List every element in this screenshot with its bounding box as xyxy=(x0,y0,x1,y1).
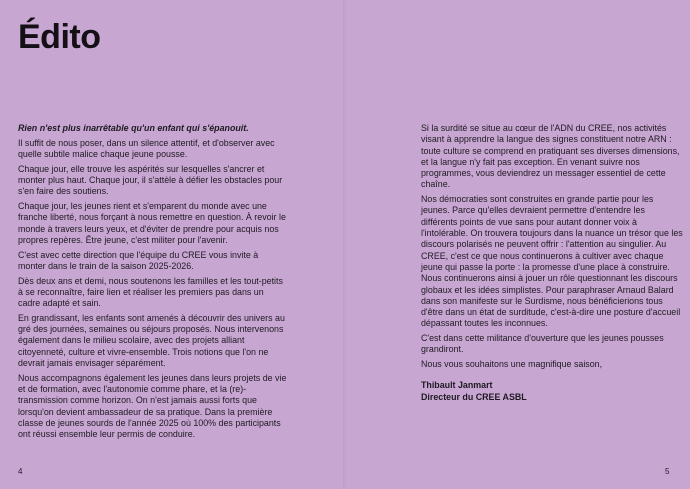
paragraph: Nous accompagnons également les jeunes dans leurs projets de vie et de formation, avec l'autonomie comme phare, et la (re)-transmission comme horizon. On n'est jamais aussi forts que lorsqu'on devient ambassadeur de sa pratique. Dans la première classe de jeunes sourds de l'année 2025 où 100% des participants ont réussi ensemble leur permis de conduire. xyxy=(18,372,287,440)
page-number: 4 xyxy=(18,467,23,476)
right-text-column xyxy=(421,123,683,403)
signature xyxy=(421,380,683,403)
signature-title: Directeur du CREE ASBL xyxy=(421,391,527,402)
paragraph: Dès deux ans et demi, nous soutenons les familles et les tout-petits à se reconnaître, faire lien et réaliser les premiers pas dans un cadre adapté et sain. xyxy=(18,275,283,309)
left-text-column xyxy=(18,123,288,444)
paragraph: Chaque jour, les jeunes rient et s'emparent du monde avec une franche liberté, nous forçant à nous remettre en question. À revoir le monde à travers leurs yeux, et d'éviter de prendre pour acquis nos propres repères. Être jeune, c'est militer pour l'avenir. xyxy=(18,200,286,245)
paragraph: C'est dans cette militance d'ouverture que les jeunes pousses grandiront. xyxy=(421,333,664,355)
signature-name: Thibault Janmart xyxy=(421,380,493,391)
paragraph: Nous vous souhaitons une magnifique saison, xyxy=(421,359,603,370)
paragraph: En grandissant, les enfants sont amenés à découvrir des univers au gré des journées, semaines ou séjours proposés. Nous intervenons également dans le milieu scolaire, avec des projets alliant citoyenneté, culture et vivre-ensemble. Trois notions que l'on ne devrait jamais envisager séparément. xyxy=(18,312,285,368)
page-title: Édito xyxy=(18,18,101,56)
right-page xyxy=(345,0,690,489)
lead-sentence: Rien n'est plus inarrêtable qu'un enfant qui s'épanouit. xyxy=(18,123,249,133)
paragraph: Chaque jour, elle trouve les aspérités sur lesquelles s'ancrer et monter plus haut. Chaque jour, il s'attèle à défier les obstacles pour s'en faire des soutiens. xyxy=(18,163,283,197)
paragraph: Nos démocraties sont construites en grande partie pour les jeunes. Parce qu'elles devraient permettre d'entendre les différents points de vue sans pour autant donner voix à l'intolérable. On trouvera toujours dans la nuance un trésor que les discours polarisés ne peuvent offrir : l'attention au singulier. Au CREE, c'est ce que nous continuerons à cultiver avec chaque jeune qui passe la porte : la promesse d'une place à construire. Nous continuerons ainsi à jouer un rôle questionnant les discours globaux et les idées simplistes. Pour paraphraser Arnaud Balard dans son manifeste sur le Surdisme, nous bénéficierions tous d'être dans un état de surditude, c'est-à-dire une posture d'accueil dépassant toutes les inconnues. xyxy=(421,194,683,329)
paragraph: Il suffit de nous poser, dans un silence attentif, et d'observer avec quelle subtile malice chaque jeune pousse. xyxy=(18,137,275,159)
page-number: 5 xyxy=(665,467,670,476)
paragraph: Si la surdité se situe au cœur de l'ADN du CREE, nos activités visant à apprendre la langue des signes constituent notre ARN : toute culture se comprend en pratiquant ses diverses dimensions, et la langue n'y fait pas exception. En venant suivre nos programmes, vous deviendrez un messager essentiel de cette chaîne. xyxy=(421,123,680,190)
paragraph: C'est avec cette direction que l'équipe du CREE vous invite à monter dans le train de la saison 2025-2026. xyxy=(18,249,259,271)
